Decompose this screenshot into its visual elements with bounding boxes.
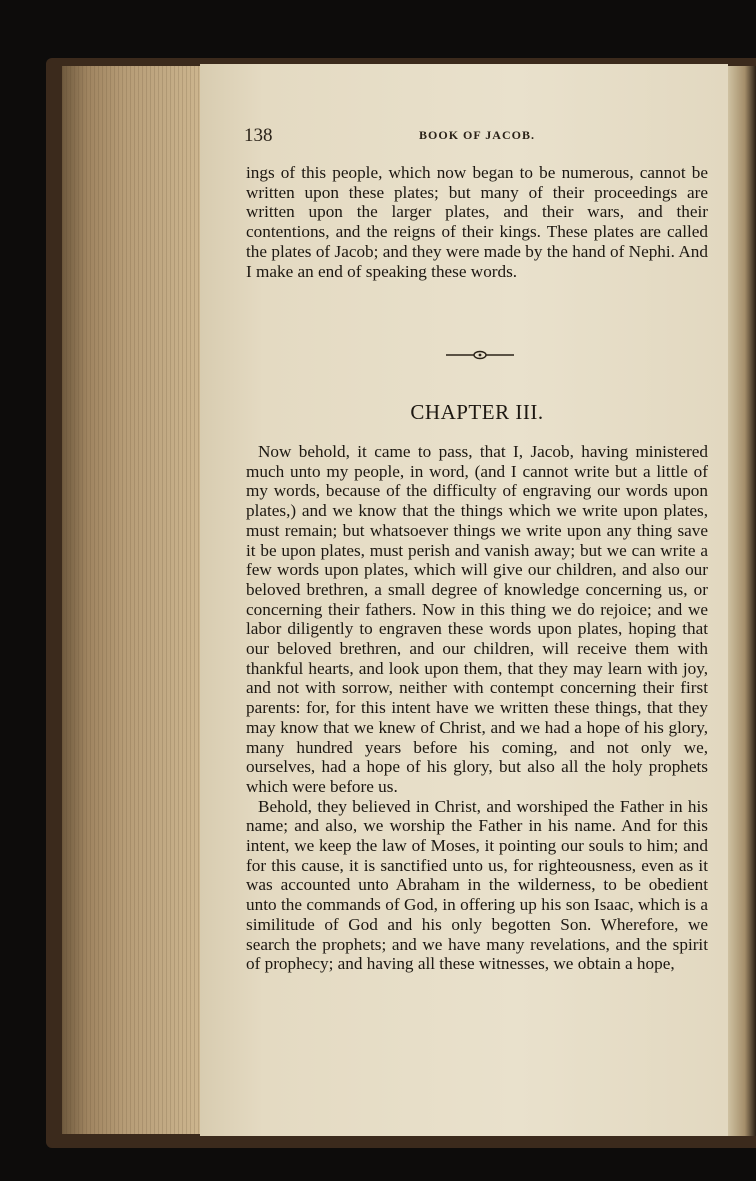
running-head xyxy=(244,125,710,150)
chapter-heading: CHAPTER III. xyxy=(410,400,544,424)
continued-paragraph: ings of this people, which now began to be numerous, cannot be written upon these plates; but many of their proceedings are written upon the larger plates, and their wars, and their contentions, and the reigns of their kings. These plates are called the plates of Jacob; and they were made by the hand of Nephi. And I make an end of speaking these words. xyxy=(246,163,708,281)
flourish-divider-icon xyxy=(444,348,516,362)
page-number: 138 xyxy=(244,125,273,146)
continued-text xyxy=(246,163,708,281)
chapter-text xyxy=(246,442,708,974)
book-spine-edge xyxy=(728,66,756,1136)
page-block-edge xyxy=(62,66,202,1134)
header-title: BOOK OF JACOB. xyxy=(419,128,535,142)
paragraph: Now behold, it came to pass, that I, Jacob, having ministered much unto my people, in word, (and I cannot write but a little of my words, because of the difficulty of engraving our words upon plates,) and we know that the things which we write upon plates, must remain; but whatsoever things we write upon any thing save it be upon plates, must perish and vanish away; but we can write a few words upon plates, which will give our children, and also our beloved brethren, a small degree of knowledge concerning us, or concerning their fathers. Now in this thing we do rejoice; and we labor diligently to engraven these words upon plates, hoping that our beloved brethren, and our children, will receive them with thankful hearts, and look upon them, that they may learn with joy, and not with sorrow, neither with contempt concerning their first parents: for, for this intent have we written these things, that they may know that we knew of Christ, and we had a hope of his glory, many hundred years before his coming, and not only we, ourselves, had a hope of his glory, but also all the holy prophets which were before us. xyxy=(246,442,708,796)
paragraph: Behold, they believed in Christ, and worshiped the Father in his name; and also, we worship the Father in his name. And for this intent, we keep the law of Moses, it pointing our souls to him; and for this cause, it is sanctified unto us, for righteousness, even as it was accounted unto Abraham in the wilderness, to be obedient unto the commands of God, in offering up his son Isaac, which is a similitude of God and his only begotten Son. Wherefore, we search the prophets; and we have many revelations, and the spirit of prophecy; and having all these witnesses, we obtain a hope, xyxy=(246,796,708,974)
